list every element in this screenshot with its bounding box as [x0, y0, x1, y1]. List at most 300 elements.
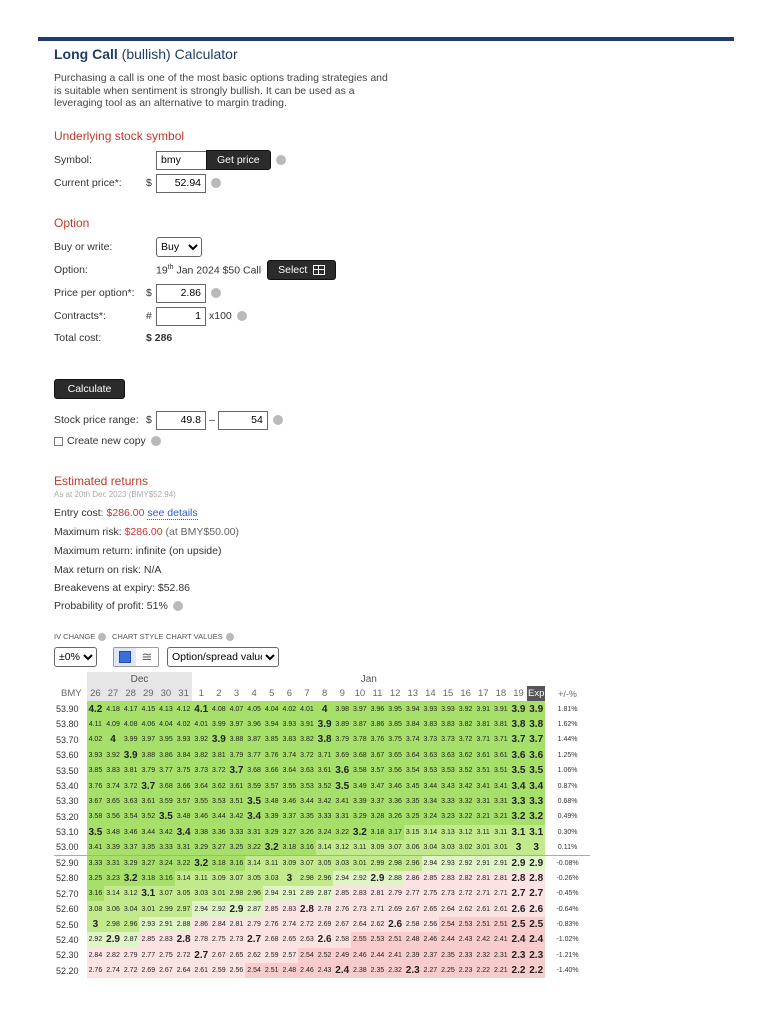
help-icon[interactable] — [276, 155, 286, 165]
grid-cell: 2.8 — [510, 871, 528, 886]
grid-cell: 4.07 — [228, 701, 246, 716]
grid-cell: 3.29 — [263, 825, 281, 840]
grid-cell: 2.3 — [527, 948, 545, 963]
help-icon[interactable] — [237, 311, 247, 321]
day-header: 29 — [139, 686, 157, 701]
as-at-text: As at 20th Dec 2023 (BMY$52.94) — [54, 490, 176, 499]
grid-cell: 3.71 — [316, 748, 334, 763]
grid-cell: 2.42 — [474, 932, 492, 947]
grid-cell: 3.14 — [175, 871, 193, 886]
grid-cell: 3.17 — [386, 825, 404, 840]
grid-cell: 3.83 — [422, 717, 440, 732]
option-label: Option: — [54, 264, 88, 276]
buy-write-select[interactable] — [156, 237, 202, 257]
grid-cell: 2.75 — [210, 932, 228, 947]
row-price: 52.20 — [54, 963, 87, 978]
grid-cell: 3.91 — [474, 701, 492, 716]
grid-cell: 2.72 — [122, 963, 140, 978]
grid-cell: 2.99 — [157, 901, 175, 916]
grid-cell: 3.39 — [104, 840, 122, 855]
estimated-heading: Estimated returns — [54, 474, 149, 488]
grid-cell: 3.94 — [263, 717, 281, 732]
grid-cell: 3.27 — [281, 825, 299, 840]
row-pct: -0.26% — [545, 871, 590, 886]
grid-cell: 2.69 — [139, 963, 157, 978]
grid-cell: 2.67 — [404, 901, 422, 916]
grid-cell: 3.41 — [87, 840, 105, 855]
grid-cell: 2.79 — [245, 917, 263, 932]
select-option-button[interactable] — [267, 260, 336, 280]
grid-cell: 3.93 — [281, 717, 299, 732]
grid-cell: 3.8 — [527, 717, 545, 732]
help-icon[interactable] — [211, 178, 221, 188]
create-copy-row — [54, 431, 161, 451]
grid-cell: 2.91 — [474, 855, 492, 870]
grid-cell: 2.44 — [369, 948, 387, 963]
grid-cell: 2.48 — [404, 932, 422, 947]
grid-cell: 3.34 — [422, 794, 440, 809]
grid-cell: 3.7 — [228, 763, 246, 778]
grid-cell: 3.15 — [404, 825, 422, 840]
row-price: 52.50 — [54, 917, 87, 932]
grid-cell: 3.79 — [228, 748, 246, 763]
grid-cell: 3.25 — [228, 840, 246, 855]
grid-cell: 2.88 — [175, 917, 193, 932]
total-cost-label: Total cost: — [54, 332, 102, 344]
see-details-link[interactable]: see details — [147, 507, 198, 519]
row-price: 53.80 — [54, 717, 87, 732]
grid-cell: 3.86 — [157, 748, 175, 763]
table-icon — [313, 265, 325, 275]
day-header: 19 — [510, 686, 528, 701]
grid-row — [54, 948, 590, 963]
price-per-option-input[interactable] — [156, 284, 206, 303]
grid-cell: 2.65 — [281, 932, 299, 947]
grid-cell: 3.33 — [157, 840, 175, 855]
grid-cell: 3.9 — [210, 732, 228, 747]
grid-cell: 3.72 — [210, 763, 228, 778]
grid-cell: 2.4 — [527, 932, 545, 947]
grid-cell: 3.74 — [104, 778, 122, 793]
grid-cell: 4.08 — [210, 701, 228, 716]
grid-cell: 3.61 — [316, 763, 334, 778]
grid-cell: 3.36 — [386, 794, 404, 809]
price-range-row — [54, 410, 283, 430]
grid-cell: 3.3 — [510, 794, 528, 809]
grid-cell: 3.3 — [527, 794, 545, 809]
grid-cell: 3.2 — [351, 825, 369, 840]
grid-cell: 3.83 — [281, 732, 299, 747]
grid-cell: 4.12 — [175, 701, 193, 716]
grid-cell: 3.74 — [404, 732, 422, 747]
grid-cell: 3.33 — [316, 809, 334, 824]
grid-cell: 3.14 — [316, 840, 334, 855]
grid-cell: 2.87 — [122, 932, 140, 947]
grid-cell: 2.71 — [369, 901, 387, 916]
grid-cell: 3.46 — [122, 825, 140, 840]
grid-cell: 2.49 — [333, 948, 351, 963]
grid-cell: 3.6 — [510, 748, 528, 763]
grid-cell: 2.51 — [474, 917, 492, 932]
day-header: 13 — [404, 686, 422, 701]
grid-cell: 2.51 — [492, 917, 510, 932]
grid-cell: 2.92 — [351, 871, 369, 886]
grid-cell: 2.75 — [422, 886, 440, 901]
grid-cell: 3.22 — [333, 825, 351, 840]
grid-cell: 4.04 — [263, 701, 281, 716]
grid-style-icon[interactable] — [114, 648, 136, 666]
grid-cell: 3.31 — [474, 794, 492, 809]
grid-cell: 2.54 — [439, 917, 457, 932]
day-header: 26 — [87, 686, 105, 701]
grid-cell: 3.85 — [386, 717, 404, 732]
grid-cell: 3.71 — [492, 732, 510, 747]
grid-cell: 3.65 — [386, 748, 404, 763]
grid-cell: 3.61 — [474, 748, 492, 763]
grid-cell: 2.76 — [87, 963, 105, 978]
grid-cell: 3.16 — [228, 855, 246, 870]
grid-cell: 2.57 — [281, 948, 299, 963]
grid-cell: 3.53 — [439, 763, 457, 778]
grid-cell: 3.43 — [439, 778, 457, 793]
grid-cell: 3.44 — [422, 778, 440, 793]
grid-cell: 2.85 — [139, 932, 157, 947]
current-price-input[interactable] — [156, 174, 206, 193]
symbol-input[interactable] — [156, 151, 206, 170]
help-icon[interactable] — [173, 601, 183, 611]
grid-cell: 2.87 — [245, 901, 263, 916]
grid-cell: 3.24 — [422, 809, 440, 824]
buy-write-row — [54, 237, 202, 257]
grid-cell: 2.84 — [210, 917, 228, 932]
grid-cell: 3.1 — [139, 886, 157, 901]
grid-cell: 3.07 — [157, 886, 175, 901]
range-low-input[interactable] — [156, 411, 206, 430]
grid-cell: 3.12 — [333, 840, 351, 855]
grid-cell: 3.76 — [87, 778, 105, 793]
grid-cell: 3.01 — [351, 855, 369, 870]
grid-row — [54, 763, 590, 778]
grid-cell: 3.26 — [298, 825, 316, 840]
help-icon[interactable] — [226, 633, 234, 641]
grid-cell: 3.35 — [404, 794, 422, 809]
grid-cell: 2.98 — [298, 871, 316, 886]
grid-cell: 3.76 — [369, 732, 387, 747]
entry-cost: Entry cost: $286.00 see details — [54, 507, 198, 519]
grid-cell: 2.77 — [139, 948, 157, 963]
grid-cell: 3.73 — [422, 732, 440, 747]
grid-cell: 3.92 — [104, 748, 122, 763]
grid-row — [54, 778, 590, 793]
grid-cell: 3.95 — [386, 701, 404, 716]
grid-cell: 3.23 — [104, 871, 122, 886]
grid-cell: 3.32 — [457, 794, 475, 809]
row-pct: 0.30% — [545, 825, 590, 840]
grid-cell: 2.62 — [457, 901, 475, 916]
grid-cell: 2.98 — [386, 855, 404, 870]
grid-cell: 2.27 — [422, 963, 440, 978]
grid-cell: 2.64 — [439, 901, 457, 916]
grid-cell: 2.3 — [404, 963, 422, 978]
grid-cell: 2.6 — [510, 901, 528, 916]
iv-change-select[interactable] — [54, 647, 97, 667]
grid-cell: 3.78 — [351, 732, 369, 747]
grid-cell: 2.56 — [422, 917, 440, 932]
row-pct: -1.21% — [545, 948, 590, 963]
grid-cell: 4.06 — [139, 717, 157, 732]
grid-cell: 3.31 — [333, 809, 351, 824]
grid-cell: 3.74 — [281, 748, 299, 763]
grid-cell: 3.61 — [139, 794, 157, 809]
month-row — [54, 672, 590, 686]
grid-cell: 4.1 — [192, 701, 210, 716]
grid-cell: 3.52 — [139, 809, 157, 824]
entry-cost-value: $286.00 — [106, 507, 145, 519]
grid-cell: 3.93 — [175, 732, 193, 747]
grid-cell: 2.7 — [245, 932, 263, 947]
grid-cell: 2.85 — [333, 886, 351, 901]
grid-cell: 2.63 — [298, 932, 316, 947]
grid-cell: 2.98 — [104, 917, 122, 932]
grid-cell: 2.74 — [104, 963, 122, 978]
grid-cell: 2.41 — [386, 948, 404, 963]
grid-cell: 2.48 — [281, 963, 299, 978]
grid-cell: 3.63 — [298, 763, 316, 778]
grid-cell: 3.25 — [87, 871, 105, 886]
day-header: 28 — [122, 686, 140, 701]
grid-cell: 3.63 — [122, 794, 140, 809]
grid-cell: 2.25 — [439, 963, 457, 978]
grid-cell: 3.63 — [439, 748, 457, 763]
grid-cell: 2.7 — [192, 948, 210, 963]
chart-values-select[interactable] — [167, 647, 279, 667]
day-header: 4 — [245, 686, 263, 701]
grid-cell: 3.81 — [492, 717, 510, 732]
grid-cell: 2.69 — [386, 901, 404, 916]
grid-cell: 3.75 — [175, 763, 193, 778]
grid-cell: 3.98 — [333, 701, 351, 716]
grid-cell: 2.62 — [369, 917, 387, 932]
grid-cell: 3.33 — [228, 825, 246, 840]
grid-cell: 3.04 — [122, 901, 140, 916]
grid-cell: 3.2 — [263, 840, 281, 855]
grid-cell: 3.11 — [351, 840, 369, 855]
grid-cell: 3.48 — [104, 825, 122, 840]
grid-cell: 2.43 — [457, 932, 475, 947]
grid-cell: 3.57 — [369, 763, 387, 778]
grid-cell: 2.67 — [157, 963, 175, 978]
grid-cell: 3.21 — [474, 809, 492, 824]
grid-row — [54, 825, 590, 840]
grid-cell: 3.14 — [104, 886, 122, 901]
symbol-row — [54, 150, 286, 170]
day-header: 9 — [333, 686, 351, 701]
grid-cell: 2.72 — [298, 917, 316, 932]
row-pct: 1.06% — [545, 763, 590, 778]
grid-cell: 3.11 — [474, 825, 492, 840]
grid-cell: 3.64 — [404, 748, 422, 763]
grid-cell: 3.48 — [175, 809, 193, 824]
grid-cell: 4.01 — [298, 701, 316, 716]
grid-cell: 2.58 — [404, 917, 422, 932]
grid-cell: 3.35 — [139, 840, 157, 855]
grid-cell: 3.05 — [245, 871, 263, 886]
grid-cell: 2.73 — [351, 901, 369, 916]
grid-cell: 3.4 — [245, 809, 263, 824]
grid-cell: 2.6 — [386, 917, 404, 932]
grid-cell: 2.51 — [386, 932, 404, 947]
grid-cell: 2.7 — [527, 886, 545, 901]
grid-cell: 3.44 — [139, 825, 157, 840]
grid-cell: 2.5 — [510, 917, 528, 932]
grid-cell: 2.71 — [492, 886, 510, 901]
row-pct: 0.87% — [545, 778, 590, 793]
grid-cell: 3.18 — [210, 855, 228, 870]
help-icon[interactable] — [98, 633, 106, 641]
grid-cell: 3.9 — [122, 748, 140, 763]
grid-cell: 3.7 — [139, 778, 157, 793]
grid-cell: 3.11 — [263, 855, 281, 870]
option-description: 19th Jan 2024 $50 Call — [156, 263, 262, 277]
grid-cell: 3.03 — [192, 886, 210, 901]
create-copy-checkbox[interactable] — [54, 437, 63, 446]
day-header: 14 — [422, 686, 440, 701]
grid-cell: 3.81 — [122, 763, 140, 778]
currency-symbol: $ — [146, 287, 152, 299]
grid-cell: 2.5 — [527, 917, 545, 932]
contracts-input[interactable] — [156, 307, 206, 326]
grid-row — [54, 855, 590, 870]
grid-cell: 2.59 — [210, 963, 228, 978]
grid-cell: 3.88 — [228, 732, 246, 747]
grid-cell: 2.83 — [281, 901, 299, 916]
grid-cell: 2.76 — [263, 917, 281, 932]
grid-cell: 2.72 — [175, 948, 193, 963]
grid-row — [54, 840, 590, 855]
grid-cell: 2.72 — [457, 886, 475, 901]
grid-cell: 2.37 — [422, 948, 440, 963]
grid-cell: 4.02 — [175, 717, 193, 732]
grid-cell: 2.81 — [474, 871, 492, 886]
row-price: 52.40 — [54, 932, 87, 947]
max-return-on-risk: Max return on risk: N/A — [54, 564, 162, 576]
grid-cell: 2.83 — [351, 886, 369, 901]
grid-cell: 3.27 — [139, 855, 157, 870]
grid-cell: 3 — [510, 840, 528, 855]
returns-grid — [54, 672, 590, 978]
row-pct: -0.64% — [545, 901, 590, 916]
row-pct: -1.02% — [545, 932, 590, 947]
calculate-button[interactable]: Calculate — [54, 379, 125, 399]
grid-cell: 4.02 — [281, 701, 299, 716]
max-risk-value: $286.00 — [124, 526, 163, 538]
help-icon[interactable] — [211, 288, 221, 298]
underlying-heading: Underlying stock symbol — [54, 129, 185, 143]
day-header: 1 — [192, 686, 210, 701]
probability-of-profit: Probability of profit: 51% — [54, 600, 183, 612]
grid-cell: 3.4 — [527, 778, 545, 793]
grid-cell: 3.57 — [263, 778, 281, 793]
row-pct: -1.40% — [545, 963, 590, 978]
grid-row — [54, 886, 590, 901]
chart-style-label: CHART STYLE — [112, 632, 164, 641]
grid-cell: 3.9 — [510, 701, 528, 716]
grid-row — [54, 963, 590, 978]
grid-cell: 3.92 — [457, 701, 475, 716]
line-style-icon[interactable]: ≅ — [141, 649, 153, 664]
grid-cell: 2.94 — [192, 901, 210, 916]
grid-cell: 3.96 — [369, 701, 387, 716]
day-header-row — [54, 686, 590, 701]
row-pct: 1.81% — [545, 701, 590, 716]
grid-cell: 3.05 — [316, 855, 334, 870]
grid-cell: 3.99 — [210, 717, 228, 732]
grid-cell: 3 — [87, 917, 105, 932]
grid-cell: 2.46 — [422, 932, 440, 947]
grid-cell: 3.09 — [210, 871, 228, 886]
grid-cell: 3.81 — [210, 748, 228, 763]
get-price-button[interactable]: Get price — [206, 150, 271, 170]
grid-cell: 3.18 — [281, 840, 299, 855]
row-pct: 1.44% — [545, 732, 590, 747]
grid-cell: 2.62 — [245, 948, 263, 963]
grid-cell: 2.85 — [263, 901, 281, 916]
grid-cell: 3.59 — [245, 778, 263, 793]
range-high-input[interactable] — [218, 411, 268, 430]
grid-cell: 2.68 — [263, 932, 281, 947]
grid-cell: 2.73 — [439, 886, 457, 901]
grid-cell: 2.52 — [316, 948, 334, 963]
grid-cell: 2.9 — [510, 855, 528, 870]
grid-cell: 3.09 — [281, 855, 299, 870]
grid-cell: 3.55 — [192, 794, 210, 809]
grid-cell: 4 — [316, 701, 334, 716]
grid-cell: 2.89 — [298, 886, 316, 901]
grid-cell: 3.14 — [422, 825, 440, 840]
grid-cell: 3.52 — [316, 778, 334, 793]
grid-row — [54, 701, 590, 716]
grid-cell: 3.48 — [263, 794, 281, 809]
grid-cell: 3.07 — [386, 840, 404, 855]
grid-cell: 3.58 — [351, 763, 369, 778]
grid-cell: 3.01 — [474, 840, 492, 855]
grid-row — [54, 809, 590, 824]
grid-cell: 3.41 — [333, 794, 351, 809]
grid-cell: 3.68 — [157, 778, 175, 793]
grid-cell: 3.22 — [457, 809, 475, 824]
intro-text: Purchasing a call is one of the most basic options trading strategies and is suitable when sentiment is strongly bullish. It can be used as a leveraging tool as an alternative to margin trading. — [54, 72, 388, 109]
currency-symbol: $ — [146, 177, 152, 189]
grid-cell: 3.06 — [104, 901, 122, 916]
grid-cell: 3.18 — [139, 871, 157, 886]
grid-cell: 3.27 — [210, 840, 228, 855]
grid-cell: 2.74 — [281, 917, 299, 932]
grid-cell: 3.9 — [316, 717, 334, 732]
max-risk: Maximum risk: $286.00 (at BMY$50.00) — [54, 526, 240, 538]
grid-cell: 2.81 — [369, 886, 387, 901]
grid-cell: 2.2 — [527, 963, 545, 978]
day-header: 7 — [298, 686, 316, 701]
grid-cell: 3.25 — [404, 809, 422, 824]
help-icon[interactable] — [151, 436, 161, 446]
grid-cell: 2.51 — [263, 963, 281, 978]
help-icon[interactable] — [273, 415, 283, 425]
grid-cell: 3.42 — [316, 794, 334, 809]
contracts-label: Contracts*: — [54, 310, 106, 322]
grid-cell: 2.67 — [333, 917, 351, 932]
page-title — [54, 46, 238, 62]
grid-cell: 3.79 — [139, 763, 157, 778]
